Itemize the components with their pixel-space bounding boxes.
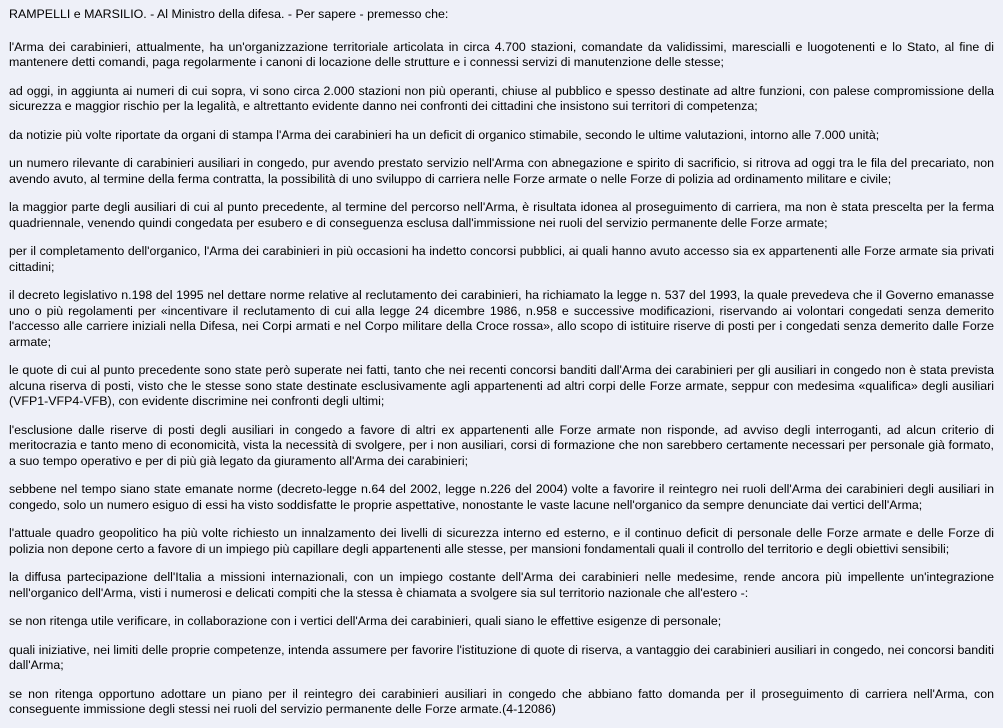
paragraph: il decreto legislativo n.198 del 1995 nel dettare norme relative al reclutamento dei carabinieri, ha richiamato la legge n. 537 del 1993, la quale prevedeva che il Governo emanasse uno o più regolamenti per «incentivare il reclutamento di cui alla legge 24 dicembre 1986, n.958 e successive modificazioni, riservando ai volontari congedati senza demerito l'accesso alle carriere iniziali nella Difesa, nei Corpi armati e nel Corpo militare della Croce rossa», allo scopo di istituire riserve di posti per i congedati senza demerito dalle Forze armate; — [9, 288, 994, 349]
paragraph: da notizie più volte riportate da organi di stampa l'Arma dei carabinieri ha un deficit di organico stimabile, secondo le ultime valutazioni, intorno alle 7.000 unità; — [9, 127, 880, 142]
paragraph: l'Arma dei carabinieri, attualmente, ha un'organizzazione territoriale articolata in circa 4.700 stazioni, comandate da validissimi, marescialli e luogotenenti e lo Stato, al fine di mantenere detti comandi, paga regolarmente i canoni di locazione delle strutture e i connessi servizi di manutenzione delle stesse; — [9, 39, 994, 69]
paragraph: se non ritenga opportuno adottare un piano per il reintegro dei carabinieri ausiliari in congedo che abbiano fatto domanda per il proseguimento di carriera nell'Arma, con conseguente immissione degli stessi nei ruoli del servizio permanente delle Forze armate.(4-12086) — [9, 686, 994, 716]
paragraph: per il completamento dell'organico, l'Arma dei carabinieri in più occasioni ha indetto concorsi pubblici, ai quali hanno avuto accesso sia ex appartenenti alle Forze armate sia privati cittadini; — [9, 244, 994, 274]
paragraph: la maggior parte degli ausiliari di cui al punto precedente, al termine del percorso nell'Arma, è risultata idonea al proseguimento di carriera, ma non è stata prescelta per la ferma quadriennale, venendo quindi congedata per esubero e di conseguenza esclusa dall'immissione nei ruoli del servizio permanente delle Forze armate; — [9, 200, 994, 230]
paragraph: quali iniziative, nei limiti delle proprie competenze, intenda assumere per favorire l'istituzione di quote di riserva, a vantaggio dei carabinieri ausiliari in congedo, nei concorsi banditi dall'Arma; — [9, 642, 994, 672]
paragraph: ad oggi, in aggiunta ai numeri di cui sopra, vi sono circa 2.000 stazioni non più operanti, chiuse al pubblico e spesso destinate ad altre funzioni, con palese compromissione della sicurezza e maggior rischio per la legalità, e altrettanto evidente danno nei confronti dei cittadini che insistono sui territori di competenza; — [9, 83, 994, 113]
paragraph: se non ritenga utile verificare, in collaborazione con i vertici dell'Arma dei carabinieri, quali siano le effettive esigenze di personale; — [9, 614, 722, 628]
paragraph: l'attuale quadro geopolitico ha più volte richiesto un innalzamento dei livelli di sicurezza interno ed esterno, e il continuo deficit di personale delle Forze armate e delle Forze di polizia non depone certo a favore di un impiego più capillare degli appartenenti alle stesse, per mansioni fondamentali quali il controllo del territorio e degli obiettivi sensibili; — [9, 526, 994, 556]
paragraph: un numero rilevante di carabinieri ausiliari in congedo, pur avendo prestato servizio nell'Arma con abnegazione e spirito di sacrificio, si ritrova ad oggi tra le fila del precariato, non avendo avuto, al termine della ferma contratta, la possibilità di uno sviluppo di carriera nelle Forze armate o nelle Forze di polizia ad ordinamento militare e civile; — [9, 156, 994, 186]
paragraph: sebbene nel tempo siano state emanate norme (decreto-legge n.64 del 2002, legge n.226 del 2004) volte a favorire il reintegro nei ruoli dell'Arma dei carabinieri degli ausiliari in congedo, solo un numero esiguo di essi ha visto soddisfatte le proprie aspettative, nonostante le vaste lacune nell'organico da sempre denunciate dai vertici dell'Arma; — [9, 482, 994, 512]
paragraph: l'esclusione dalle riserve di posti degli ausiliari in congedo a favore di altri ex appartenenti alle Forze armate non risponde, ad avviso degli interroganti, ad alcun criterio di meritocrazia e tanto meno di economicità, vista la necessità di svolgere, per i non ausiliari, corsi di formazione che non sarebbero certamente necessari per personale già formato, a suo tempo operativo e per di più già legato da giuramento all'Arma dei carabinieri; — [9, 422, 994, 468]
paragraph: le quote di cui al punto precedente sono state però superate nei fatti, tanto che nei recenti concorsi banditi dall'Arma dei carabinieri per gli ausiliari in congedo non è stata prevista alcuna riserva di posti, visto che le stesse sono state destinate esclusivamente agli appartenenti ad altri corpi delle Forze armate, seppur con medesima «qualifica» degli ausiliari (VFP1-VFP4-VFB), con evidente discrimine nei confronti degli ultimi; — [9, 363, 994, 408]
paragraph: la diffusa partecipazione dell'Italia a missioni internazionali, con un impiego costante dell'Arma dei carabinieri nelle medesime, rende ancora più impellente un'integrazione nell'organico dell'Arma, visti i numerosi e delicati compiti che la stessa è chiamata a svolgere sia sul territorio nazionale che all'estero -: — [9, 570, 994, 600]
document-heading: RAMPELLI e MARSILIO. - Al Ministro della difesa. - Per sapere - premesso che: — [9, 7, 449, 21]
